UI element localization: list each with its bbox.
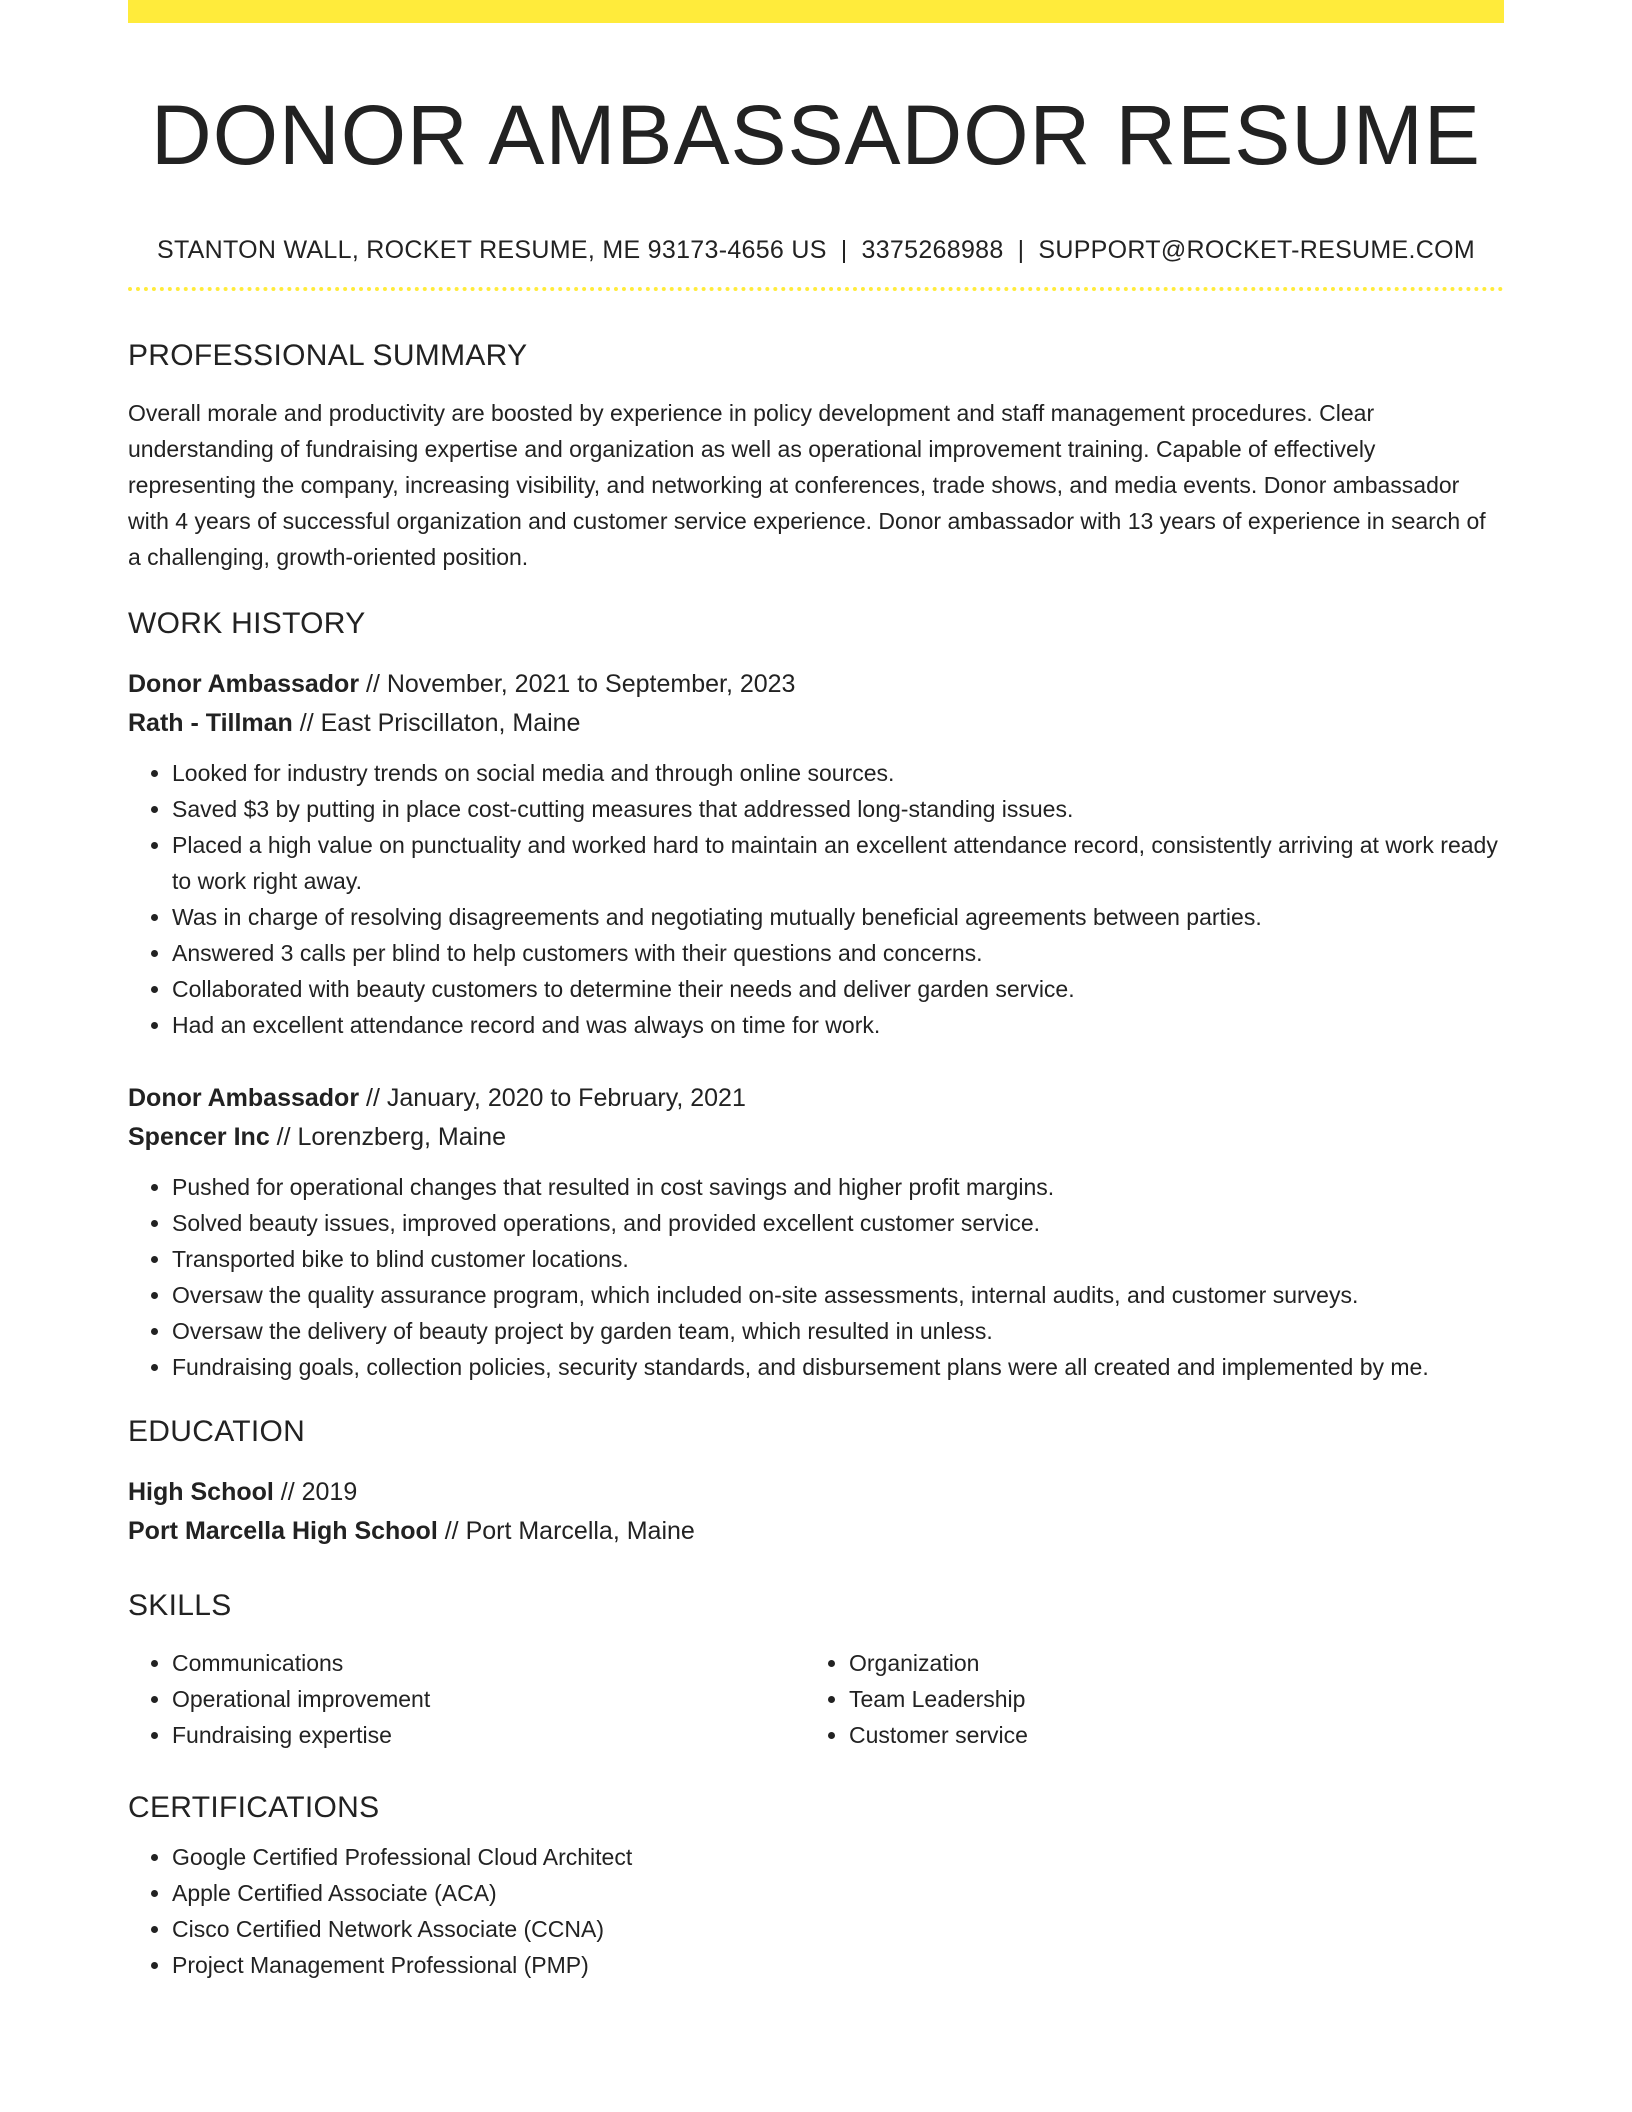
list-item: • Solved beauty issues, improved operations, and provided excellent customer service. xyxy=(172,1205,1504,1241)
job-title: Donor Ambassador xyxy=(128,670,360,698)
certifications-list xyxy=(128,1839,1504,1983)
list-item: • Fundraising expertise xyxy=(172,1717,805,1753)
skills-grid xyxy=(128,1645,1504,1753)
list-item: • Project Management Professional (PMP) xyxy=(172,1947,1504,1983)
contact-address: STANTON WALL, ROCKET RESUME, ME 93173-4656 US xyxy=(156,236,827,264)
list-item: • Answered 3 calls per blind to help customers with their questions and concerns. xyxy=(172,935,1504,971)
list-item: • Oversaw the quality assurance program, which included on-site assessments, internal audits, and customer surveys. xyxy=(172,1277,1504,1313)
work-history-heading: WORK HISTORY xyxy=(128,607,366,640)
job-location: // Lorenzberg, Maine xyxy=(269,1123,506,1151)
list-item: • Team Leadership xyxy=(849,1681,1482,1717)
job-dates: // November, 2021 to September, 2023 xyxy=(359,670,796,698)
education-year: // 2019 xyxy=(273,1478,358,1506)
education-school-line xyxy=(128,1512,1504,1551)
list-item: • Looked for industry trends on social media and through online sources. xyxy=(172,755,1504,791)
list-item: • Cisco Certified Network Associate (CCNA) xyxy=(172,1911,1504,1947)
job-entry xyxy=(128,1079,1504,1385)
certifications-heading: CERTIFICATIONS xyxy=(128,1791,380,1824)
job-company: Spencer Inc xyxy=(128,1123,270,1151)
job-title-line xyxy=(128,665,1504,704)
job-company: Rath - Tillman xyxy=(128,709,293,737)
list-item: • Operational improvement xyxy=(172,1681,805,1717)
list-item: • Transported bike to blind customer locations. xyxy=(172,1241,1504,1277)
list-item: • Had an excellent attendance record and was always on time for work. xyxy=(172,1007,1504,1043)
job-bullets xyxy=(128,1169,1504,1385)
top-accent-bar xyxy=(128,0,1504,23)
list-item: • Communications xyxy=(172,1645,805,1681)
contact-separator: | xyxy=(1017,236,1025,264)
skills-column-right xyxy=(805,1645,1482,1753)
summary-heading: PROFESSIONAL SUMMARY xyxy=(128,339,528,372)
job-location: // East Priscillaton, Maine xyxy=(292,709,581,737)
list-item: • Apple Certified Associate (ACA) xyxy=(172,1875,1504,1911)
skills-heading: SKILLS xyxy=(128,1589,232,1622)
education-location: // Port Marcella, Maine xyxy=(437,1517,695,1545)
education-degree-line xyxy=(128,1473,1504,1512)
summary-text: Overall morale and productivity are boosted by experience in policy development and staff management procedures. Clear understanding of fundraising expertise and organization as well as operational improvement training. Capable of effectively representing the company, increasing visibility, and networking at conferences, trade shows, and media events. Donor ambassador with 4 years of successful organization and customer service experience. Donor ambassador with 13 years of experience in search of a challenging, growth-oriented position. xyxy=(128,400,1486,570)
resume-title: DONOR AMBASSADOR RESUME xyxy=(151,88,1481,182)
contact-line xyxy=(128,233,1504,267)
list-item: • Pushed for operational changes that resulted in cost savings and higher profit margins. xyxy=(172,1169,1504,1205)
job-title: Donor Ambassador xyxy=(128,1084,360,1112)
list-item: • Saved $3 by putting in place cost-cutting measures that addressed long-standing issues. xyxy=(172,791,1504,827)
header-divider xyxy=(128,287,1504,291)
contact-email: SUPPORT@ROCKET-RESUME.COM xyxy=(1038,236,1475,264)
list-item: • Organization xyxy=(849,1645,1482,1681)
list-item: • Placed a high value on punctuality and worked hard to maintain an excellent attendance record, consistently arriving at work ready to work right away. xyxy=(172,827,1504,899)
resume-page xyxy=(128,0,1504,1983)
list-item: • Customer service xyxy=(849,1717,1482,1753)
list-item: • Was in charge of resolving disagreements and negotiating mutually beneficial agreements between parties. xyxy=(172,899,1504,935)
contact-separator: | xyxy=(840,236,848,264)
education-heading: EDUCATION xyxy=(128,1415,306,1448)
list-item: • Oversaw the delivery of beauty project by garden team, which resulted in unless. xyxy=(172,1313,1504,1349)
job-dates: // January, 2020 to February, 2021 xyxy=(359,1084,746,1112)
list-item: • Fundraising goals, collection policies, security standards, and disbursement plans were all created and implemented by me. xyxy=(172,1349,1504,1385)
contact-phone: 3375268988 xyxy=(861,236,1004,264)
education-entry xyxy=(128,1473,1504,1551)
list-item: • Collaborated with beauty customers to determine their needs and deliver garden service. xyxy=(172,971,1504,1007)
skills-column-left xyxy=(128,1645,805,1753)
education-school: Port Marcella High School xyxy=(128,1517,438,1545)
list-item: • Google Certified Professional Cloud Architect xyxy=(172,1839,1504,1875)
job-company-line xyxy=(128,1118,1504,1157)
job-bullets xyxy=(128,755,1504,1043)
job-company-line xyxy=(128,704,1504,743)
job-title-line xyxy=(128,1079,1504,1118)
job-entry xyxy=(128,665,1504,1043)
education-degree: High School xyxy=(128,1478,274,1506)
